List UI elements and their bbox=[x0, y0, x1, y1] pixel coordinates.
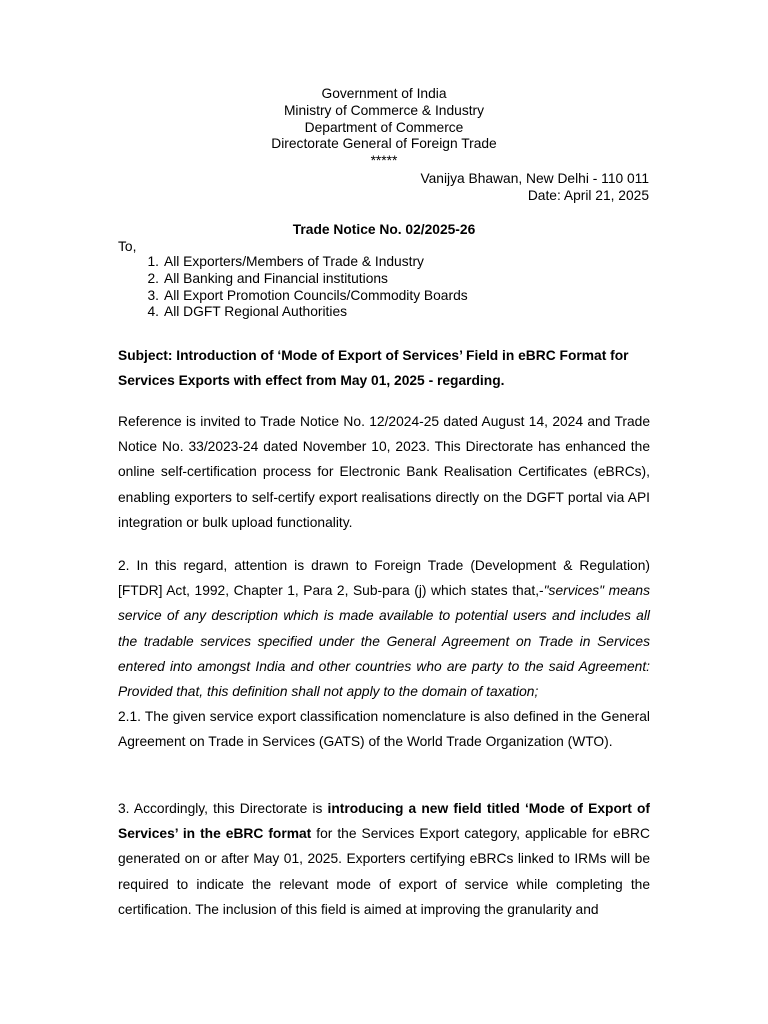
recipient-number: 2. bbox=[147, 270, 159, 286]
subject-line: Subject: Introduction of ‘Mode of Export of Services’ Field in eBRC Format for Services Exports with effect from May 01, 2025 - regarding. bbox=[118, 348, 629, 389]
notice-title: Trade Notice No. 02/2025-26 bbox=[292, 222, 476, 237]
recipient-text: All DGFT Regional Authorities bbox=[164, 304, 348, 320]
address-block bbox=[420, 171, 649, 205]
recipient-text: All Export Promotion Councils/Commodity Boards bbox=[164, 287, 468, 303]
header-directorate: Directorate General of Foreign Trade bbox=[271, 136, 497, 152]
notice-date: Date: April 21, 2025 bbox=[527, 187, 649, 203]
to-label: To, bbox=[118, 239, 137, 254]
paragraph-2-text: 2. In this regard, attention is drawn to Foreign Trade (Development & Regulation) [FTDR] Act, 1992, Chapter 1, Para 2, Sub-para (j) which states that,- bbox=[118, 558, 650, 599]
header-separator: ***** bbox=[370, 153, 398, 169]
paragraph-reference: Reference is invited to Trade Notice No. 12/2024-25 dated August 14, 2024 and Trade Notice No. 33/2023-24 dated November 10, 2023. This Directorate has enhanced the online self-certification process for Electronic Bank Realisation Certificates (eBRCs), enabling exporters to self-certify export realisations directly on the DGFT portal via API integration or bulk upload functionality. bbox=[118, 414, 650, 530]
paragraph-2-1: 2.1. The given service export classification nomenclature is also defined in the General Agreement on Trade in Services (GATS) of the World Trade Organization (WTO). bbox=[118, 709, 650, 750]
recipient-number: 1. bbox=[147, 254, 159, 269]
recipient-list bbox=[118, 254, 468, 321]
recipient-number: 4. bbox=[147, 304, 159, 320]
header-government: Government of India bbox=[321, 86, 447, 101]
services-definition-quote: "services" means service of any description which is made available to potential users and includes all the tradable services specified under the General Agreement on Trade in Services entered into amongst India and other countries who are party to the said Agreement: Provided that, this definition shall not apply to the domain of taxation; bbox=[118, 583, 650, 700]
recipient-item bbox=[118, 254, 468, 271]
recipient-item bbox=[118, 288, 468, 305]
recipient-text: All Banking and Financial institutions bbox=[164, 270, 388, 286]
recipient-item bbox=[118, 304, 468, 321]
address-location: Vanijya Bhawan, New Delhi - 110 011 bbox=[420, 171, 649, 186]
recipient-number: 3. bbox=[147, 287, 159, 303]
header-ministry: Ministry of Commerce & Industry bbox=[283, 102, 485, 118]
paragraph-3-rest: for the Services Export category, applicable for eBRC generated on or after May 01, 2025. Exporters certifying eBRCs linked to IRMs will be required to indicate the relevant mode of export of service while completing the certification. The inclusion of this field is aimed at improving the granularity and bbox=[118, 826, 650, 917]
recipient-item bbox=[118, 271, 468, 288]
paragraph-3-lead: 3. Accordingly, this Directorate is bbox=[118, 801, 328, 816]
paragraph-3-highlight: introducing a new field titled ‘Mode of Export of Services’ in the eBRC format bbox=[118, 801, 651, 842]
recipient-text: All Exporters/Members of Trade & Industry bbox=[164, 254, 424, 269]
paragraph-3 bbox=[118, 796, 650, 922]
paragraph-2 bbox=[118, 553, 650, 704]
header-department: Department of Commerce bbox=[304, 119, 464, 135]
letterhead bbox=[0, 86, 768, 170]
